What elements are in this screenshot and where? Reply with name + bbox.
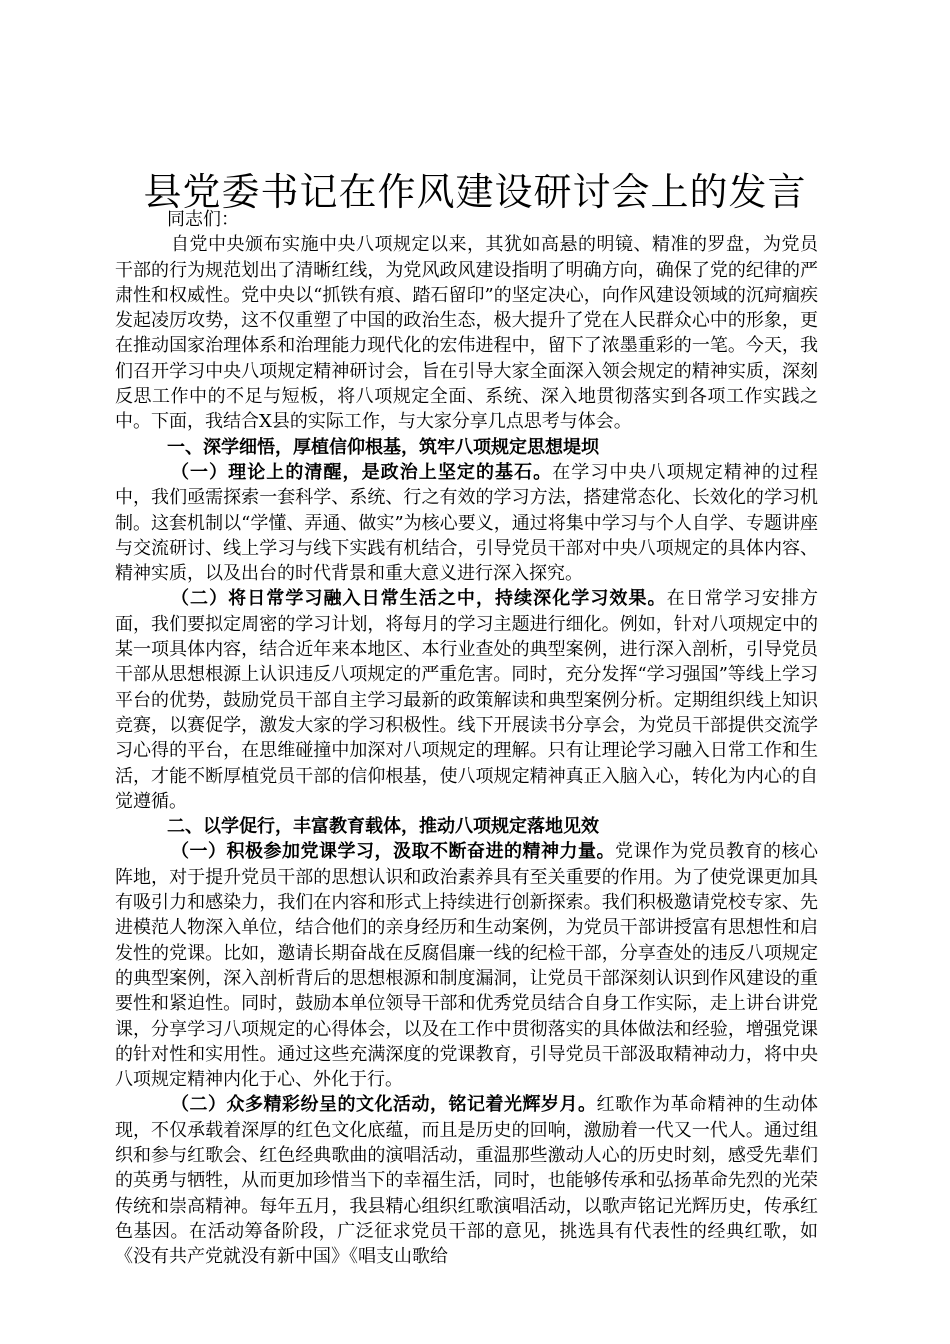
section-2-paragraph-1-body: 党课作为党员教育的核心阵地，对于提升党员干部的思想认识和政治素养具有至关重要的作用。为了使党课更加具有吸引力和感染力，我们在内容和形式上持续进行创新探索。我们积极邀请党校专家、先进模范人物深入单位，结合他们的亲身经历和生动案例，为党员干部讲授富有思想性和启发性的党课。比如，邀请长期奋战在反腐倡廉一线的纪检干部，分享查处的违反八项规定的典型案例，深入剖析背后的思想根源和制度漏洞，让党员干部深刻认识到作风建设的重要性和紧迫性。同时，鼓励本单位领导干部和优秀党员结合自身工作实际，走上讲台讲党课，分享学习八项规定的心得体会，以及在工作中贯彻落实的具体做法和经验，增强党课的针对性和实用性。通过这些充满深度的党课教育，引导党员干部汲取精神动力，将中央八项规定精神内化于心、外化于行。: [115, 841, 818, 1091]
greeting: 同志们：: [167, 209, 239, 230]
section-2-paragraph-2: [115, 1092, 818, 1269]
section-2-paragraph-1-lead: （一）积极参加党课学习，汲取不断奋进的精神力量。: [171, 841, 615, 863]
document-title: 县党委书记在作风建设研讨会上的发言: [143, 170, 807, 214]
section-1-paragraph-2-lead: （二）将日常学习融入日常生活之中，持续深化学习效果。: [171, 588, 667, 610]
section-1-paragraph-1-lead: （一）理论上的清醒，是政治上坚定的基石。: [171, 461, 553, 483]
section-1-paragraph-2: [115, 586, 818, 814]
section-1-paragraph-1-body: 在学习中央八项规定精神的过程中，我们亟需探索一套科学、系统、行之有效的学习方法，搭建常态化、长效化的学习机制。这套机制以“学懂、弄通、做实”为核心要义，通过将集中学习与个人自学、专题讲座与交流研讨、线上学习与线下实践有机结合，引导党员干部对中央八项规定的具体内容、精神实质，以及出台的时代背景和重大意义进行深入探究。: [115, 461, 819, 585]
document-body: [115, 207, 818, 1269]
section-1-paragraph-1: [115, 460, 818, 586]
section-2-paragraph-1: [115, 839, 818, 1092]
section-1-heading: 一、深学细悟，厚植信仰根基，筑牢八项规定思想堤坝: [167, 436, 599, 458]
section-2-paragraph-2-lead: （二）众多精彩纷呈的文化活动，铭记着光辉岁月。: [171, 1094, 597, 1116]
intro-paragraph: 自党中央颁布实施中央八项规定以来，其犹如高悬的明镜、精准的罗盘，为党员干部的行为规范划出了清晰红线，为党风政风建设指明了明确方向，确保了党的纪律的严肃性和权威性。党中央以“抓铁有痕、踏石留印”的坚定决心，向作风建设领域的沉疴痼疾发起凌厉攻势，这不仅重塑了中国的政治生态，极大提升了党在人民群众心中的形象，更在推动国家治理体系和治理能力现代化的宏伟进程中，留下了浓墨重彩的一笔。今天，我们召开学习中央八项规定精神研讨会，旨在引导大家全面深入领会规定的精神实质，深刻反思工作中的不足与短板，将八项规定全面、系统、深入地贯彻落实到各项工作实践之中。下面，我结合X县的实际工作，与大家分享几点思考与体会。: [115, 234, 818, 433]
section-2-heading: 二、以学促行，丰富教育载体，推动八项规定落地见效: [167, 816, 599, 838]
section-1-paragraph-2-body: 在日常学习安排方面，我们要拟定周密的学习计划，将每月的学习主题进行细化。例如，针对八项规定中的某一项具体内容，结合近年来本地区、本行业查处的典型案例，进行深入剖析，引导党员干部从思想根源上认识违反八项规定的严重危害。同时，充分发挥“学习强国”等线上学习平台的优势，鼓励党员干部自主学习最新的政策解读和典型案例分析。定期组织线上知识竞赛，以赛促学，激发大家的学习积极性。线下开展读书分享会，为党员干部提供交流学习心得的平台，在思维碰撞中加深对八项规定的理解。只有让理论学习融入日常工作和生活，才能不断厚植党员干部的信仰根基，使八项规定精神真正入脑入心，转化为内心的自觉遵循。: [115, 588, 819, 812]
section-2-paragraph-2-body: 红歌作为革命精神的生动体现，不仅承载着深厚的红色文化底蕴，而且是历史的回响，激励着一代又一代人。通过组织和参与红歌会、红色经典歌曲的演唱活动，重温那些激动人心的历史时刻，感受先辈们的英勇与牺牲，从而更加珍惜当下的幸福生活，同时，也能够传承和弘扬革命先烈的光荣传统和崇高精神。每年五月，我县精心组织红歌演唱活动，以歌声铭记光辉历史，传承红色基因。在活动筹备阶段，广泛征求党员干部的意见，挑选具有代表性的经典红歌，如《没有共产党就没有新中国》《唱支山歌给: [115, 1094, 818, 1268]
